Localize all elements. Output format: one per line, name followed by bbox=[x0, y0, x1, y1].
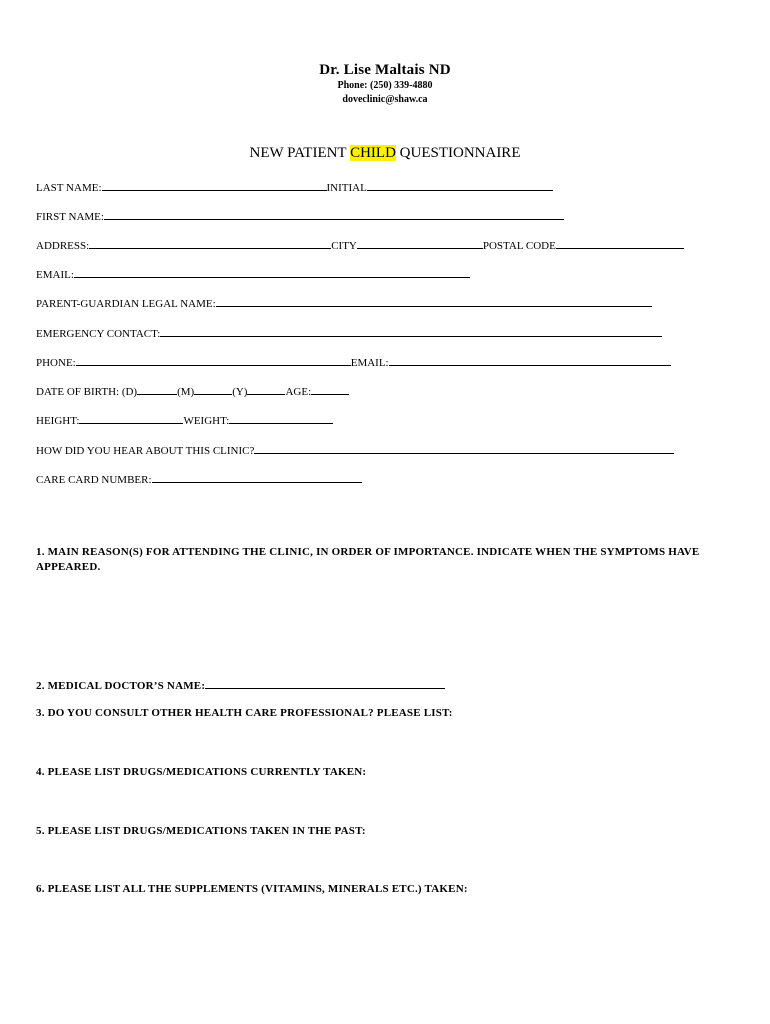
care-card-row bbox=[36, 472, 362, 486]
care-card-field[interactable] bbox=[152, 472, 362, 483]
dob-month-field[interactable] bbox=[194, 384, 232, 395]
email-row bbox=[36, 267, 470, 281]
page-title bbox=[0, 145, 770, 162]
emergency-contact-label: EMERGENCY CONTACT: bbox=[36, 328, 161, 340]
emergency-contact-row bbox=[36, 326, 662, 340]
dob-year-label: (Y) bbox=[232, 386, 248, 398]
initial-label: INITIAL bbox=[326, 182, 367, 194]
phone-row bbox=[36, 355, 671, 369]
emergency-contact-field[interactable] bbox=[160, 326, 662, 337]
address-field[interactable] bbox=[89, 238, 331, 249]
title-prefix: NEW PATIENT bbox=[249, 145, 351, 161]
first-name-row bbox=[36, 209, 564, 223]
dob-year-field[interactable] bbox=[247, 384, 285, 395]
initial-field[interactable] bbox=[367, 180, 553, 191]
clinic-email: doveclinic@shaw.ca bbox=[342, 94, 428, 105]
last-name-row bbox=[36, 180, 553, 194]
care-card-label: CARE CARD NUMBER: bbox=[36, 474, 152, 486]
age-label: AGE: bbox=[285, 386, 312, 398]
clinic-header bbox=[0, 62, 770, 107]
first-name-label: FIRST NAME: bbox=[36, 211, 104, 223]
parent-guardian-row bbox=[36, 296, 652, 310]
question-past-medications: 5. PLEASE LIST DRUGS/MEDICATIONS TAKEN IN THE PAST: bbox=[36, 825, 366, 837]
parent-guardian-label: PARENT-GUARDIAN LEGAL NAME: bbox=[36, 298, 216, 310]
dob-month-label: (M) bbox=[177, 386, 195, 398]
question-supplements: 6. PLEASE LIST ALL THE SUPPLEMENTS (VITAMINS, MINERALS ETC.) TAKEN: bbox=[36, 883, 468, 895]
height-label: HEIGHT: bbox=[36, 415, 80, 427]
email-field[interactable] bbox=[74, 267, 470, 278]
postal-code-label: POSTAL CODE bbox=[482, 240, 556, 252]
email2-label: EMAIL: bbox=[350, 357, 389, 369]
question-doctor-name: 2. MEDICAL DOCTOR’S NAME: bbox=[36, 680, 206, 692]
question-other-professionals: 3. DO YOU CONSULT OTHER HEALTH CARE PROFESSIONAL? PLEASE LIST: bbox=[36, 707, 453, 719]
last-name-field[interactable] bbox=[102, 180, 327, 191]
dob-day-label: DATE OF BIRTH: (D) bbox=[36, 386, 138, 398]
question-current-medications: 4. PLEASE LIST DRUGS/MEDICATIONS CURRENTLY TAKEN: bbox=[36, 766, 367, 778]
age-field[interactable] bbox=[311, 384, 349, 395]
clinic-phone: Phone: (250) 339-4880 bbox=[337, 80, 433, 91]
email-label: EMAIL: bbox=[36, 269, 74, 281]
question-doctor-name-row bbox=[36, 678, 445, 692]
question-main-reasons: 1. MAIN REASON(S) FOR ATTENDING THE CLINIC, IN ORDER OF IMPORTANCE. INDICATE WHEN THE SYMPTOMS HAVE APPEARED. bbox=[36, 546, 700, 573]
postal-code-field[interactable] bbox=[556, 238, 684, 249]
doctor-name: Dr. Lise Maltais ND bbox=[319, 62, 451, 78]
phone-field[interactable] bbox=[76, 355, 351, 366]
city-label: CITY bbox=[331, 240, 357, 252]
title-highlight: CHILD bbox=[350, 145, 396, 161]
dob-day-field[interactable] bbox=[137, 384, 177, 395]
hear-about-label: HOW DID YOU HEAR ABOUT THIS CLINIC? bbox=[36, 445, 255, 457]
weight-label: WEIGHT: bbox=[183, 415, 230, 427]
address-row bbox=[36, 238, 684, 252]
doctor-name-field[interactable] bbox=[205, 678, 445, 689]
dob-row bbox=[36, 384, 349, 398]
last-name-label: LAST NAME: bbox=[36, 182, 102, 194]
first-name-field[interactable] bbox=[104, 209, 564, 220]
height-field[interactable] bbox=[79, 413, 183, 424]
height-weight-row bbox=[36, 413, 333, 427]
hear-about-row bbox=[36, 443, 674, 457]
weight-field[interactable] bbox=[229, 413, 333, 424]
hear-about-field[interactable] bbox=[254, 443, 674, 454]
city-field[interactable] bbox=[357, 238, 483, 249]
email2-field[interactable] bbox=[389, 355, 671, 366]
phone-label: PHONE: bbox=[36, 357, 76, 369]
parent-guardian-field[interactable] bbox=[216, 296, 652, 307]
address-label: ADDRESS: bbox=[36, 240, 90, 252]
title-suffix: QUESTIONNAIRE bbox=[395, 145, 521, 161]
